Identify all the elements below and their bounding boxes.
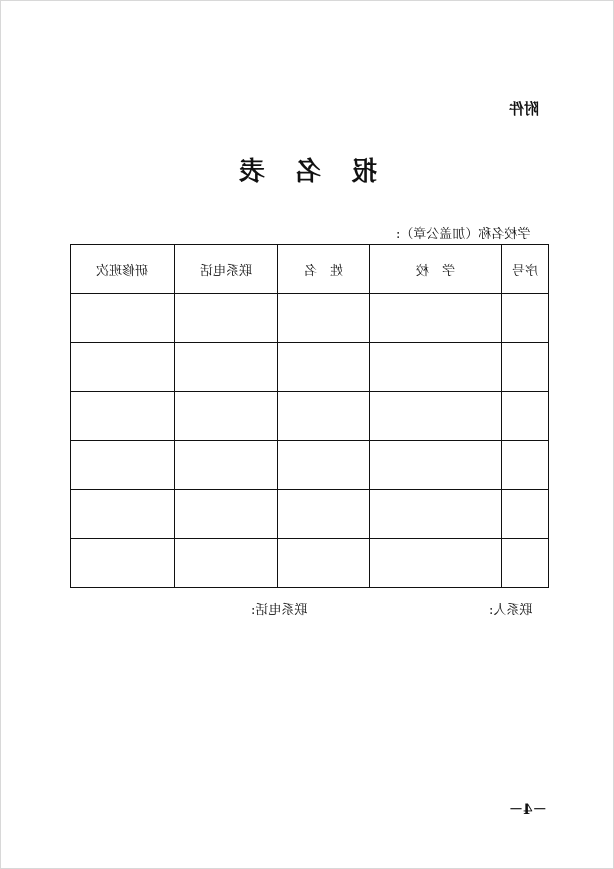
- table-row: [71, 343, 549, 392]
- header-cell-name: 姓 名: [278, 245, 370, 294]
- header-cell-school: 学 校: [370, 245, 502, 294]
- table-cell[interactable]: [502, 490, 549, 539]
- table-cell[interactable]: [278, 294, 370, 343]
- table-row: [71, 490, 549, 539]
- table-cell[interactable]: [502, 294, 549, 343]
- table-cell[interactable]: [175, 343, 278, 392]
- table-cell[interactable]: [370, 539, 502, 588]
- table-cell[interactable]: [175, 539, 278, 588]
- table-cell[interactable]: [71, 294, 175, 343]
- page-title: [1, 151, 614, 188]
- table-cell[interactable]: [370, 343, 502, 392]
- registration-table: [70, 244, 549, 588]
- table-cell[interactable]: [278, 539, 370, 588]
- table-cell[interactable]: [175, 392, 278, 441]
- table-cell[interactable]: [71, 343, 175, 392]
- table-cell[interactable]: [370, 294, 502, 343]
- table-cell[interactable]: [502, 392, 549, 441]
- table-cell[interactable]: [502, 539, 549, 588]
- title-char-2: 名: [294, 157, 321, 187]
- table-cell[interactable]: [278, 392, 370, 441]
- header-cell-class: 研修班次: [71, 245, 175, 294]
- table-cell[interactable]: [278, 343, 370, 392]
- header-cell-index: 序号: [502, 245, 549, 294]
- header-cell-phone: 联系电话: [175, 245, 278, 294]
- table-cell[interactable]: [502, 441, 549, 490]
- table-header-row: [71, 245, 549, 294]
- attachment-text: 附件: [509, 100, 540, 118]
- title-char-3: 表: [238, 157, 265, 187]
- table-cell[interactable]: [71, 441, 175, 490]
- table-row: [71, 539, 549, 588]
- table-cell[interactable]: [278, 441, 370, 490]
- attachment-label: [509, 98, 539, 119]
- table-cell[interactable]: [278, 490, 370, 539]
- table-row: [71, 441, 549, 490]
- table-row: [71, 392, 549, 441]
- table-cell[interactable]: [175, 490, 278, 539]
- table-cell[interactable]: [71, 490, 175, 539]
- table-cell[interactable]: [502, 343, 549, 392]
- table-cell[interactable]: [71, 392, 175, 441]
- table-row: [71, 294, 549, 343]
- table-cell[interactable]: [175, 294, 278, 343]
- table-cell[interactable]: [370, 441, 502, 490]
- title-char-1: 报: [351, 157, 378, 187]
- table-cell[interactable]: [370, 490, 502, 539]
- table-cell[interactable]: [175, 441, 278, 490]
- school-name-text: 学校名称（加盖公章）:: [396, 227, 531, 242]
- school-name-line: [396, 223, 530, 242]
- page-number: －4－: [509, 802, 547, 818]
- footer-phone-label: 联系电话:: [251, 603, 308, 618]
- table-cell[interactable]: [71, 539, 175, 588]
- footer-contact-person-label: 联系人:: [489, 603, 533, 618]
- table-cell[interactable]: [370, 392, 502, 441]
